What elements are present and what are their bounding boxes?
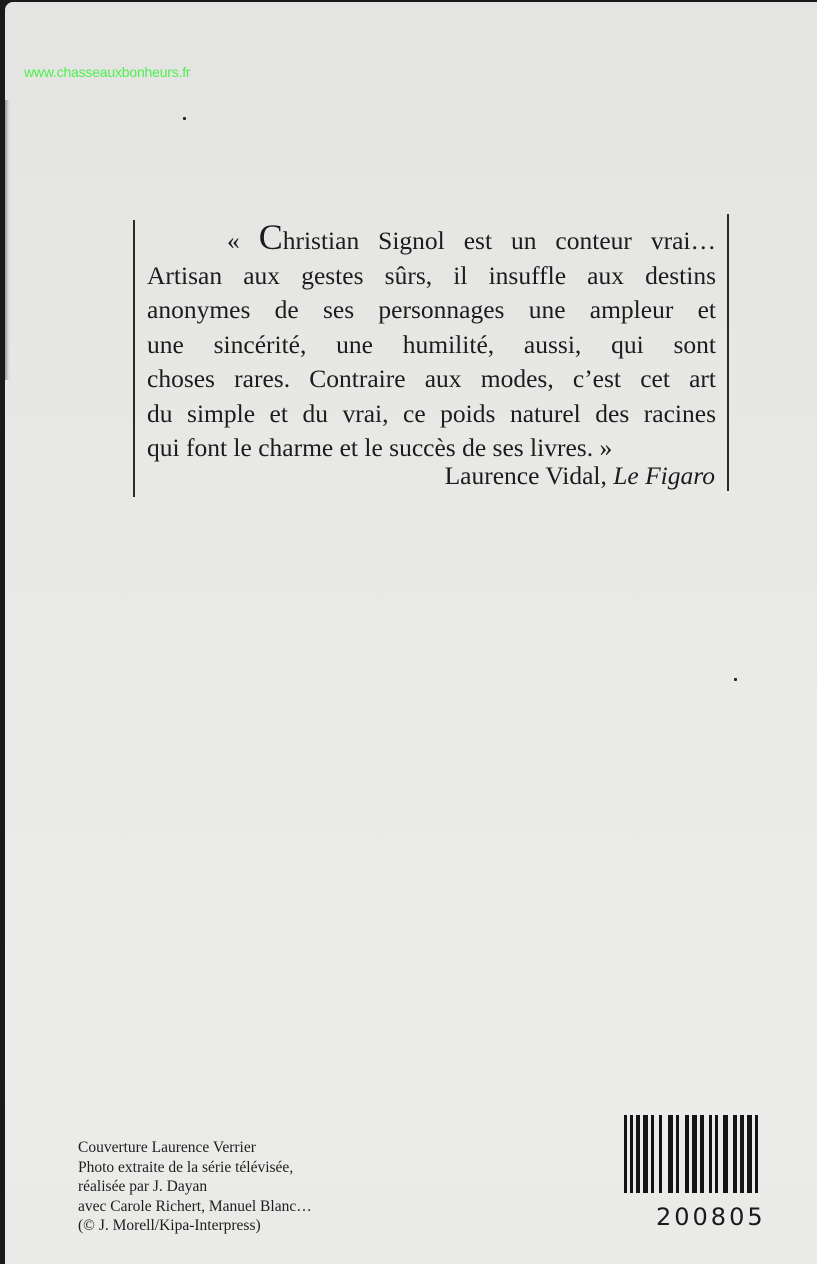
credit-line: avec Carole Richert, Manuel Blanc… xyxy=(78,1197,312,1215)
press-quote-text xyxy=(147,217,716,466)
book-back-cover xyxy=(5,2,817,1264)
quote-line: une sincérité, une humilité, aussi, qui sont xyxy=(147,329,716,359)
quote-line: Artisan aux gestes sûrs, il insuffle aux destins xyxy=(147,260,716,290)
barcode xyxy=(624,1115,784,1193)
drop-initial: C xyxy=(258,217,283,257)
barcode-number: 200805 xyxy=(656,1203,766,1231)
quote-line xyxy=(147,217,716,259)
cover-edge-shadow xyxy=(5,100,11,380)
press-quote-box xyxy=(133,214,729,497)
attribution-author: Laurence Vidal, xyxy=(444,461,614,490)
credit-line: (© J. Morell/Kipa-Interpress) xyxy=(78,1217,261,1234)
quote-line: anonymes de ses personnages une ampleur et xyxy=(147,295,716,324)
quote-line: du simple et du vrai, ce poids naturel des racines xyxy=(147,398,716,428)
credit-line: Photo extraite de la série télévisée, xyxy=(78,1158,294,1176)
quote-attribution xyxy=(445,461,715,491)
attribution-source: Le Figaro xyxy=(613,461,715,490)
quote-line: qui font le charme et le succès de ses livres. » xyxy=(147,433,613,462)
quote-rule-left xyxy=(133,220,135,497)
print-speck xyxy=(183,117,186,120)
open-guillemet: « xyxy=(227,226,259,255)
quote-line-text: hristian Signol est un conteur vrai… xyxy=(282,226,716,255)
quote-rule-right xyxy=(727,214,729,491)
credit-line: Couverture Laurence Verrier xyxy=(78,1139,256,1156)
watermark-url: www.chasseauxbonheurs.fr xyxy=(24,64,191,80)
print-speck xyxy=(734,678,737,681)
quote-line: choses rares. Contraire aux modes, c’est cet art xyxy=(147,364,716,393)
barcode-bar xyxy=(755,1115,758,1193)
cover-credits xyxy=(78,1138,312,1236)
credit-line: réalisée par J. Dayan xyxy=(78,1178,208,1195)
